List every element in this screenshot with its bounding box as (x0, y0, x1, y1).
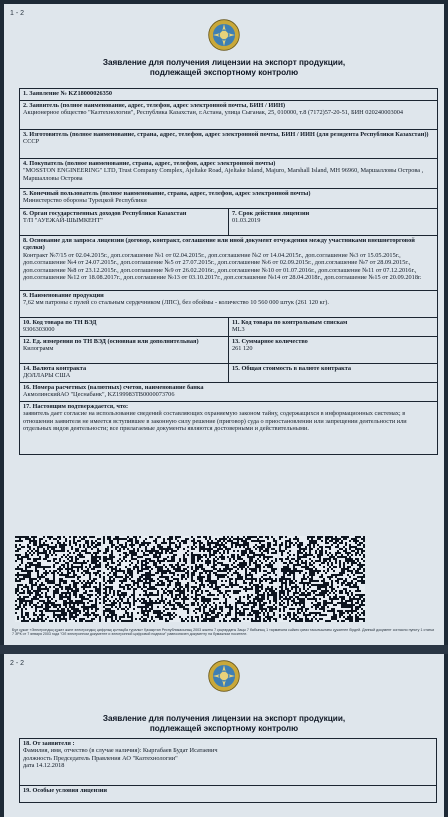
qr-code-4 (279, 536, 365, 622)
field-6-value: Т/П "АУЕЖАЙ-ШЫМКЕНТ" (23, 217, 103, 225)
field-9-value: 7,62 мм патроны с пулей со стальным сердечником (ЛПС), без обоймы - количество 10 560 000 штук (261 120 кг). (23, 299, 329, 307)
field-11-value: ML3 (232, 326, 245, 334)
field-13-label: 13. Суммарное количество (232, 338, 308, 345)
document-page-2 (4, 654, 444, 817)
document-page-1 (4, 4, 444, 645)
page-number: 1 - 2 (10, 10, 25, 17)
field-7-value: 01.03.2019 (232, 217, 261, 225)
field-2-label: 2. Заявитель (полное наименование, адрес, телефон, адрес электронной почты, БИН / ИИН) (23, 102, 286, 109)
field-row-4 (20, 159, 438, 189)
field-6-label: 6. Орган государственных доходов Республики Казахстан (23, 210, 187, 217)
field-10-value: 9306303000 (23, 326, 55, 334)
state-emblem-icon (207, 18, 241, 52)
state-emblem-icon (207, 659, 241, 693)
field-4-value: "MOSSTON ENGINEERING" LTD, Trust Company Complex, Ajeltake Road, Ajeltake Island, Majuro, Marshall Island, MH 96960, Маршалловы Острова , Маршалловы Острова (23, 167, 424, 182)
field-7-label: 7. Срок действия лицензии (232, 210, 310, 217)
field-2-value: Акционерное общество "Казтехнологии", Республика Казахстан, г.Астана, улица Сыганак, 25, 010000, т.8 (7172)57-20-51, БИН 020240003004 (23, 109, 404, 117)
field-19-label: 19. Особые условия лицензии (23, 787, 108, 794)
field-17-value: заявитель дает согласие на использование сведений составляющих охраняемую законом тайну, содержащихся в информационных системах; в отношении заявителя не имеется вступившее в законную силу решение (приговор) суда о приостановлении или запрещении деятельности или отдельных видов деятельности; все прилагаемые документы являются достоверными и действительными. (23, 410, 407, 433)
field-12-value: Килограмм (23, 345, 54, 353)
application-form-table (19, 88, 438, 455)
field-5-value: Министерство обороны Турецкой Республики (23, 197, 147, 205)
field-row-10-11 (20, 318, 438, 337)
field-11-label: 11. Код товара по контрольным спискам (232, 319, 348, 326)
field-row-18 (20, 739, 437, 786)
field-18-date: дата 14.12.2018 (23, 762, 65, 770)
document-title-line2: подлежащей экспортному контролю (149, 68, 299, 77)
field-row-5 (20, 189, 438, 209)
field-row-8 (20, 236, 438, 291)
application-form-table-page2 (19, 738, 437, 803)
field-18-position: должность Председатель Правления АО "Казтехнологии" (23, 754, 178, 762)
field-9-label: 9. Наименование продукции (23, 292, 104, 299)
field-row-9 (20, 291, 438, 318)
field-1-label: 1. Заявление № KZ18000026350 (23, 90, 113, 97)
field-13-value: 261 120 (232, 345, 253, 353)
field-row-12-13 (20, 337, 438, 364)
legal-footer-note: Бұл құжат «Электрондық құжат және электрондық цифрлық қолтаңба туралы» Қазақстан Республикасының 2003 жылғы 7 қаңтардағы Заңы 7 бабының 1 тармағына сәйкес қағаз тасығыштағы құжатпен бірдей. Данный документ согласно пункту 1 статьи 7 ЗРК от 7 января 2003 года "Об электронном документе и электронной цифровой подписи" равнозначен документу на бумажном носителе. (12, 628, 435, 637)
document-title-line2: подлежащей экспортному контролю (149, 724, 299, 733)
document-title-line1: Заявление для получения лицензии на экспорт продукции, (102, 714, 346, 723)
field-row-2 (20, 101, 438, 130)
field-18-name: Фамилия, имя, отчество (в случае наличия): Кыргабаев Будат Исатаевич (23, 747, 218, 755)
field-3-value: СССР (23, 138, 40, 146)
field-row-1 (20, 89, 438, 101)
field-row-16 (20, 383, 438, 402)
field-8-value: Контракт №7/15 от 02.04.2015г., доп.соглашение №1 от 02.04.2015г., доп.соглашение №2 от 14.04.2015г., доп.соглашение №3 от 15.05.2015г., доп.соглашение №4 от 24.07.2015г., доп.соглашение №5 от 27.07.2015г., доп.соглашение №6 от 02.09.2015г., доп.соглашение №7 от 28.09.2015г., доп.соглашение №8 от 23.12.2015г., доп.соглашение №9 от 26.02.2016г., доп.соглашение №10 от 01.07.2016г., доп.соглашение №11 от 07.12.2016г., доп.соглашение №12 от 18.08.2017г., доп.соглашение №13 от 03.10.2017г., доп.соглашение №14 от 28.04.2018г., доп.соглашение №15 от 20.09.2018г. (23, 251, 422, 282)
field-row-3 (20, 130, 438, 159)
field-17-label: 17. Настоящим подтверждается, что: (23, 403, 129, 410)
page-number: 2 - 2 (10, 660, 25, 667)
field-14-value: ДОЛЛАРЫ США (23, 372, 71, 380)
field-4-label: 4. Покупатель (полное наименование, страна, адрес, телефон, адрес электронной почты) (23, 160, 276, 167)
field-15-label: 15. Общая стоимость в валюте контракта (232, 365, 352, 372)
field-5-label: 5. Конечный пользователь (полное наименование, страна, адрес, телефон, адрес электронной почты) (23, 190, 311, 197)
qr-code-2 (103, 536, 189, 622)
field-12-label: 12. Ед. измерения по ТН ВЭД (основная или дополнительная) (23, 338, 199, 345)
field-row-19 (20, 786, 437, 803)
field-row-17 (20, 402, 438, 455)
field-16-value: АкмолинскийАО "Цеснабанк", KZ199983TB0000073706 (23, 391, 175, 399)
field-16-label: 16. Номера расчетных (валютных) счетов, наименование банка (23, 384, 204, 391)
field-row-6-7 (20, 209, 438, 236)
page-separator (0, 645, 448, 654)
field-3-label: 3. Изготовитель (полное наименование, страна, адрес, телефон, адрес электронной почты, БИН / ИИН (для резидента Республики Казахстан)) (23, 131, 429, 138)
field-row-14-15 (20, 364, 438, 383)
field-14-label: 14. Валюта контракта (23, 365, 87, 372)
field-10-label: 10. Код товара по ТН ВЭД (23, 319, 97, 326)
field-18-label: 18. От заявителя : (23, 740, 75, 747)
qr-code-1 (15, 536, 101, 622)
qr-code-3 (191, 536, 277, 622)
document-title-line1: Заявление для получения лицензии на экспорт продукции, (102, 58, 346, 67)
field-8-label: 8. Основание для запроса лицензии (договор, контракт, соглашение или иной документ отчуждения между участниками внешнеторговой сделки) (23, 237, 415, 252)
